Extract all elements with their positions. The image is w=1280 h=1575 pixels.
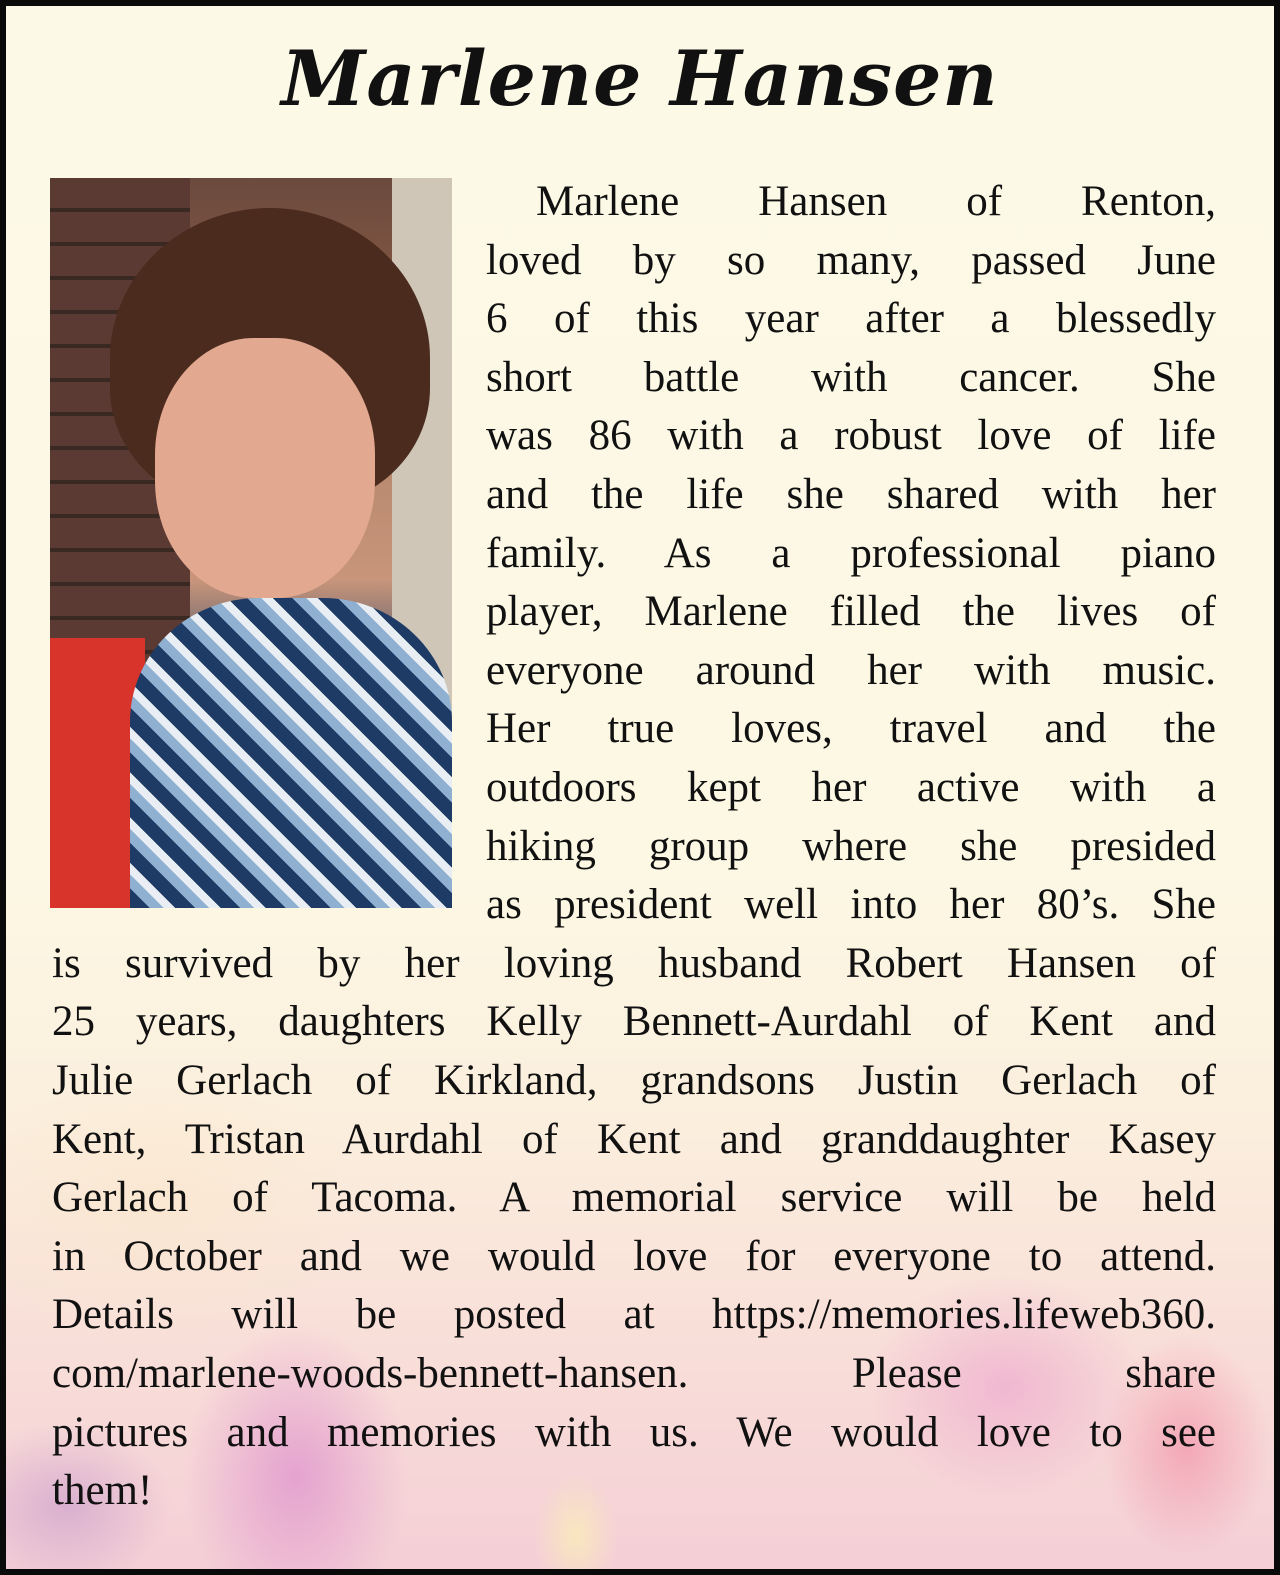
obituary-text-line: loved by so many, passed June (486, 236, 1216, 284)
photo-face (155, 338, 375, 598)
obituary-text-line: family. As a professional piano (486, 529, 1216, 577)
obituary-text-line: Kent, Tristan Aurdahl of Kent and granddaughter Kasey (52, 1115, 1216, 1163)
obituary-text-line: was 86 with a robust love of life (486, 412, 1216, 460)
obituary-text-line: them! (52, 1467, 153, 1515)
obituary-text-line: Julie Gerlach of Kirkland, grandsons Justin Gerlach of (52, 1057, 1216, 1104)
obituary-text-line: Marlene Hansen of Renton, (536, 178, 1216, 225)
obituary-text-line: outdoors kept her active with a (486, 764, 1216, 811)
obituary-text-line: 6 of this year after a blessedly (486, 295, 1216, 343)
obituary-text-line: pictures and memories with us. We would love to see (52, 1408, 1216, 1456)
obituary-text-line: hiking group where she presided (486, 822, 1216, 870)
obituary-text-line: short battle with cancer. She (486, 353, 1216, 401)
obituary-title: Marlene Hansen (281, 34, 999, 123)
obituary-text-line: Gerlach of Tacoma. A memorial service will be held (52, 1174, 1216, 1222)
portrait-photo (50, 178, 452, 908)
obituary-text-line: 25 years, daughters Kelly Bennett-Aurdahl of Kent and (52, 998, 1216, 1046)
obituary-text-line: as president well into her 80’s. She (486, 881, 1216, 929)
obituary-text-line: is survived by her loving husband Robert Hansen of (52, 939, 1216, 987)
obituary-text-line: Details will be posted at https://memories.lifeweb360. (52, 1291, 1216, 1339)
obituary-text-line: and the life she shared with her (486, 471, 1216, 518)
obituary-text-line: in October and we would love for everyone to attend. (52, 1232, 1216, 1280)
obituary-text-line: player, Marlene filled the lives of (486, 588, 1216, 636)
obituary-text-line: Her true loves, travel and the (486, 705, 1216, 753)
obituary-text-line: everyone around her with music. (486, 646, 1216, 694)
photo-blouse (130, 598, 452, 908)
obituary-text-line: com/marlene-woods-bennett-hansen. Please share (52, 1350, 1216, 1397)
